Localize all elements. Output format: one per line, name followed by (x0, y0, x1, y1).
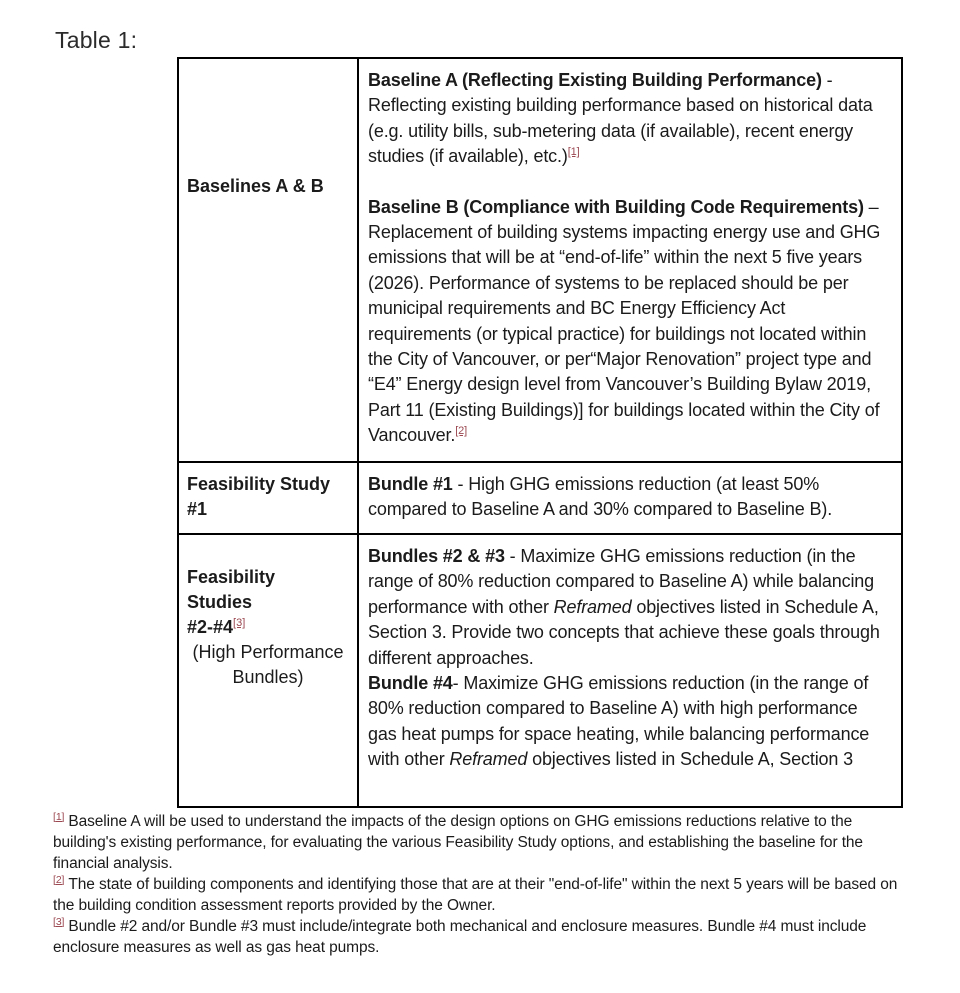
footnote-ref-1[interactable]: [1] (567, 146, 580, 159)
text-run: Baseline A (Reflecting Existing Building Performance) (368, 70, 822, 90)
footnote-ref-2[interactable]: [2] (455, 425, 468, 438)
text-run: Baseline B (Compliance with Building Code Requirements) (368, 196, 864, 217)
footnote-ref-3[interactable]: [3] (233, 617, 246, 629)
footnote-2 (53, 874, 909, 916)
text-run: #2-#4 (187, 617, 234, 637)
text-run: Bundle #4 (368, 673, 453, 694)
paragraph (187, 640, 349, 690)
baselines-a-b-header-cell (178, 58, 358, 462)
feasibility-study-1-body-cell (358, 462, 902, 534)
footnote-marker-2[interactable]: [2] (53, 873, 65, 886)
table-body (178, 58, 902, 807)
table-row-2 (178, 462, 902, 534)
paragraph (368, 195, 887, 449)
text-run: objectives listed in Schedule A, Section 3 (527, 749, 853, 770)
table-caption: Table 1: (55, 27, 138, 53)
feasibility-study-1-header-cell (178, 462, 358, 534)
paragraph (368, 68, 887, 170)
text-run: - Maximize GHG emissions reduction (in the range of 80% reduction compared to Baseline A) with high performance gas heat pumps for space heating, while balancing performance with other (368, 673, 870, 770)
baselines-a-b-body-cell (358, 58, 902, 462)
text-run: Reframed (553, 596, 632, 617)
footnote-text: Baseline A will be used to understand the impacts of the design options on GHG emissions reductions relative to the building's existing performance, for evaluating the various Feasibility Study options, and establishing the baseline for the financial analysis. (53, 813, 863, 872)
paragraph (187, 472, 349, 522)
feasibility-studies-2-4-header-cell (178, 534, 358, 807)
paragraph (187, 615, 349, 640)
footnote-3 (53, 916, 909, 958)
text-run: objectives listed in Schedule A, Section 3. Provide two concepts that achieve these goals through different approaches. (368, 596, 880, 668)
footnotes-section (53, 811, 909, 958)
text-run: - High GHG emissions reduction (at least 50% compared to Baseline A and 30% compared to Baseline B). (368, 474, 833, 520)
text-run: Bundles #2 & #3 (368, 546, 505, 566)
text-run: – Replacement of building systems impacting energy use and GHG emissions that will be at “end-of-life” within the next 5 five years (2026). Performance of systems to be replaced should be per municipal requirements and BC Energy Efficiency Act requirements (or typical practice) for buildings not located within the City of Vancouver, or per“Major Renovation” project type and “E4” Energy design level from Vancouver’s Building Bylaw 2019, Part 11 (Existing Buildings)] for buildings located within the City of Vancouver. (368, 196, 881, 446)
paragraph (368, 671, 887, 773)
footnote-1 (53, 811, 909, 874)
text-run: (High Performance Bundles) (192, 642, 344, 687)
text-run: Baselines A & B (187, 176, 324, 196)
paragraph (187, 565, 349, 590)
footnote-marker-1[interactable]: [1] (53, 810, 65, 823)
footnote-text: The state of building components and identifying those that are at their "end-of-life" within the next 5 years will be based on the building condition assessment reports provided by the Owner. (53, 876, 898, 914)
text-run: Studies (187, 592, 253, 612)
text-run: Reframed (449, 749, 528, 770)
text-run: Bundle #1 (368, 474, 453, 494)
text-run: Feasibility Study #1 (187, 474, 331, 519)
paragraph (187, 174, 349, 199)
footnote-marker-3[interactable]: [3] (53, 915, 65, 928)
feasibility-studies-2-4-body-cell (358, 534, 902, 807)
footnote-text: Bundle #2 and/or Bundle #3 must include/integrate both mechanical and enclosure measures. Bundle #4 must include enclosure measures as well as gas heat pumps. (53, 918, 867, 956)
table-row-3 (178, 534, 902, 807)
table-row-1 (178, 58, 902, 462)
paragraph (187, 590, 349, 615)
text-run: - Reflecting existing building performance based on historical data (e.g. utility bills, sub-metering data (if available), recent energy studies (if available), etc.) (368, 70, 873, 167)
paragraph (368, 472, 887, 523)
table-1 (177, 57, 903, 808)
text-run: Feasibility (187, 567, 276, 587)
paragraph (368, 544, 887, 671)
text-run: - Maximize GHG emissions reduction (in the range of 80% reduction compared to Baseline A) while balancing performance with other (368, 546, 875, 617)
